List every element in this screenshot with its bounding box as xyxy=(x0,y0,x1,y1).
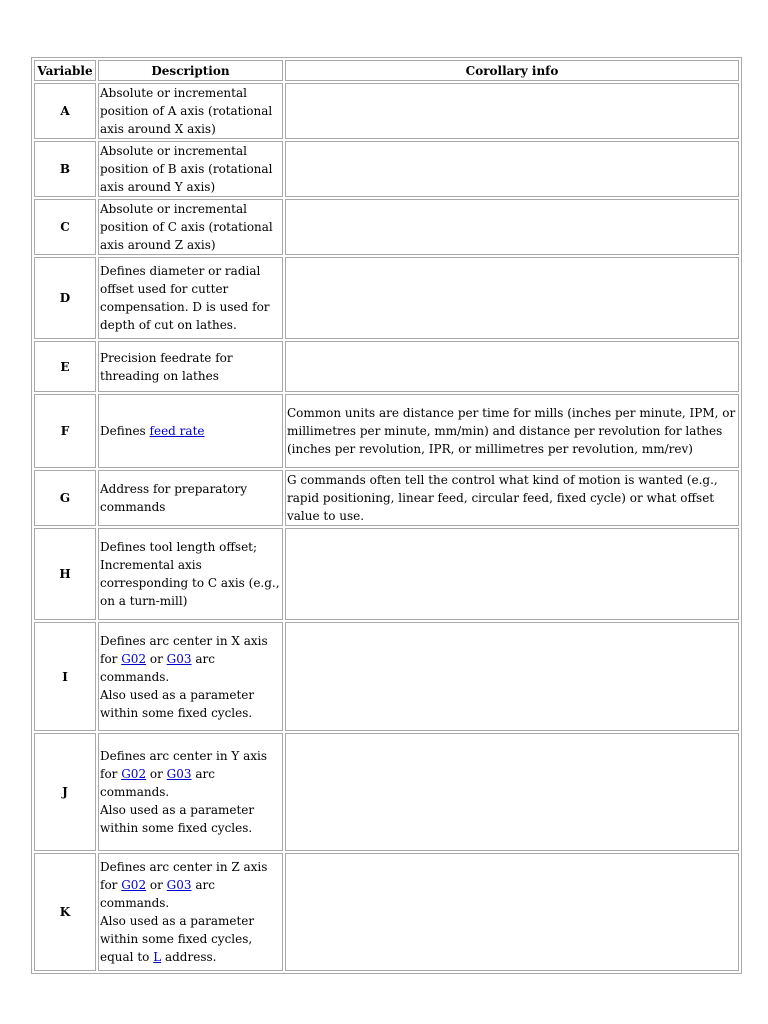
description-text: arc commands. xyxy=(100,878,215,910)
description-text: or xyxy=(146,767,167,781)
table-header-row xyxy=(34,60,739,81)
description-cell xyxy=(98,83,283,139)
table-row xyxy=(34,141,739,197)
variable-cell: G xyxy=(34,470,96,526)
description-text: or xyxy=(146,651,167,666)
description-text: Defines tool length offset; xyxy=(100,540,258,554)
description-text: Defines arc center in Z axis for xyxy=(100,860,268,892)
wiki-link[interactable]: G02 xyxy=(121,651,147,666)
corollary-info-cell xyxy=(285,341,739,392)
table-row xyxy=(34,83,739,139)
variable-cell: A xyxy=(34,83,96,139)
wiki-link[interactable]: G03 xyxy=(166,767,192,781)
description-cell xyxy=(98,257,283,339)
description-text: Defines diameter or radial offset used for cutter compensation. D is used for depth of cut on lathes. xyxy=(100,264,270,332)
description-text: Absolute or incremental position of C axis (rotational axis around Z axis) xyxy=(100,202,273,252)
variable-cell: B xyxy=(34,141,96,197)
description-cell xyxy=(98,341,283,392)
header-description: Description xyxy=(98,60,283,81)
variable-cell: J xyxy=(34,733,96,851)
table-row xyxy=(34,528,739,620)
table-row xyxy=(34,733,739,851)
variable-cell: K xyxy=(34,853,96,971)
description-text: Also used as a parameter within some fixed cycles, equal to xyxy=(100,914,255,964)
table-body xyxy=(34,83,739,971)
description-text: or xyxy=(146,878,167,892)
wiki-link[interactable]: G02 xyxy=(121,767,147,781)
description-text: Absolute or incremental position of A axis (rotational axis around X axis) xyxy=(100,86,273,136)
table-row xyxy=(34,341,739,392)
corollary-info-cell xyxy=(285,853,739,971)
description-cell xyxy=(98,853,283,971)
header-corollary-info: Corollary info xyxy=(285,60,739,81)
description-cell xyxy=(98,199,283,255)
description-cell xyxy=(98,470,283,526)
description-text: Incremental axis corresponding to C axis (e.g., on a turn-mill) xyxy=(100,558,280,608)
description-cell xyxy=(98,394,283,468)
table-row xyxy=(34,470,739,526)
corollary-info-cell: Common units are distance per time for mills (inches per minute, IPM, or millimetres per minute, mm/min) and distance per revolution for lathes (inches per revolution, IPR, or millimetres per revolution, mm/rev) xyxy=(285,394,739,468)
variable-cell: C xyxy=(34,199,96,255)
wiki-link[interactable]: G03 xyxy=(166,878,192,892)
corollary-info-cell xyxy=(285,528,739,620)
table-row xyxy=(34,853,739,971)
variables-table xyxy=(31,57,742,974)
document-page xyxy=(31,57,738,974)
table-row xyxy=(34,622,739,731)
description-text: arc commands. xyxy=(100,767,215,799)
description-text: address. xyxy=(161,950,217,964)
wiki-link[interactable]: G02 xyxy=(121,878,147,892)
table-row xyxy=(34,199,739,255)
description-text: Precision feedrate for threading on lathes xyxy=(100,350,233,383)
description-text: Address for preparatory commands xyxy=(100,482,248,514)
description-text: Also used as a parameter within some fixed cycles. xyxy=(100,803,255,835)
description-text: Defines arc center in X axis for xyxy=(100,633,268,666)
corollary-info-cell xyxy=(285,199,739,255)
corollary-info-cell xyxy=(285,83,739,139)
variable-cell: F xyxy=(34,394,96,468)
wiki-link[interactable]: L xyxy=(153,950,162,964)
corollary-info-cell xyxy=(285,733,739,851)
table-row xyxy=(34,394,739,468)
description-text: Defines arc center in Y axis for xyxy=(100,749,268,781)
corollary-info-cell xyxy=(285,622,739,731)
table-row xyxy=(34,257,739,339)
description-cell xyxy=(98,733,283,851)
header-variable: Variable xyxy=(34,60,96,81)
description-text: arc commands. xyxy=(100,651,215,684)
corollary-info-cell xyxy=(285,257,739,339)
description-cell xyxy=(98,141,283,197)
corollary-info-cell: G commands often tell the control what kind of motion is wanted (e.g., rapid positioning, linear feed, circular feed, fixed cycle) or what offset value to use. xyxy=(285,470,739,526)
description-text: Also used as a parameter within some fixed cycles. xyxy=(100,687,255,720)
description-text: Absolute or incremental position of B axis (rotational axis around Y axis) xyxy=(100,144,273,194)
description-text: Defines xyxy=(100,424,150,438)
wiki-link[interactable]: feed rate xyxy=(149,424,205,438)
variable-cell: I xyxy=(34,622,96,731)
corollary-info-cell xyxy=(285,141,739,197)
variable-cell: E xyxy=(34,341,96,392)
variable-cell: D xyxy=(34,257,96,339)
description-cell xyxy=(98,622,283,731)
description-cell xyxy=(98,528,283,620)
variable-cell: H xyxy=(34,528,96,620)
wiki-link[interactable]: G03 xyxy=(166,651,192,666)
